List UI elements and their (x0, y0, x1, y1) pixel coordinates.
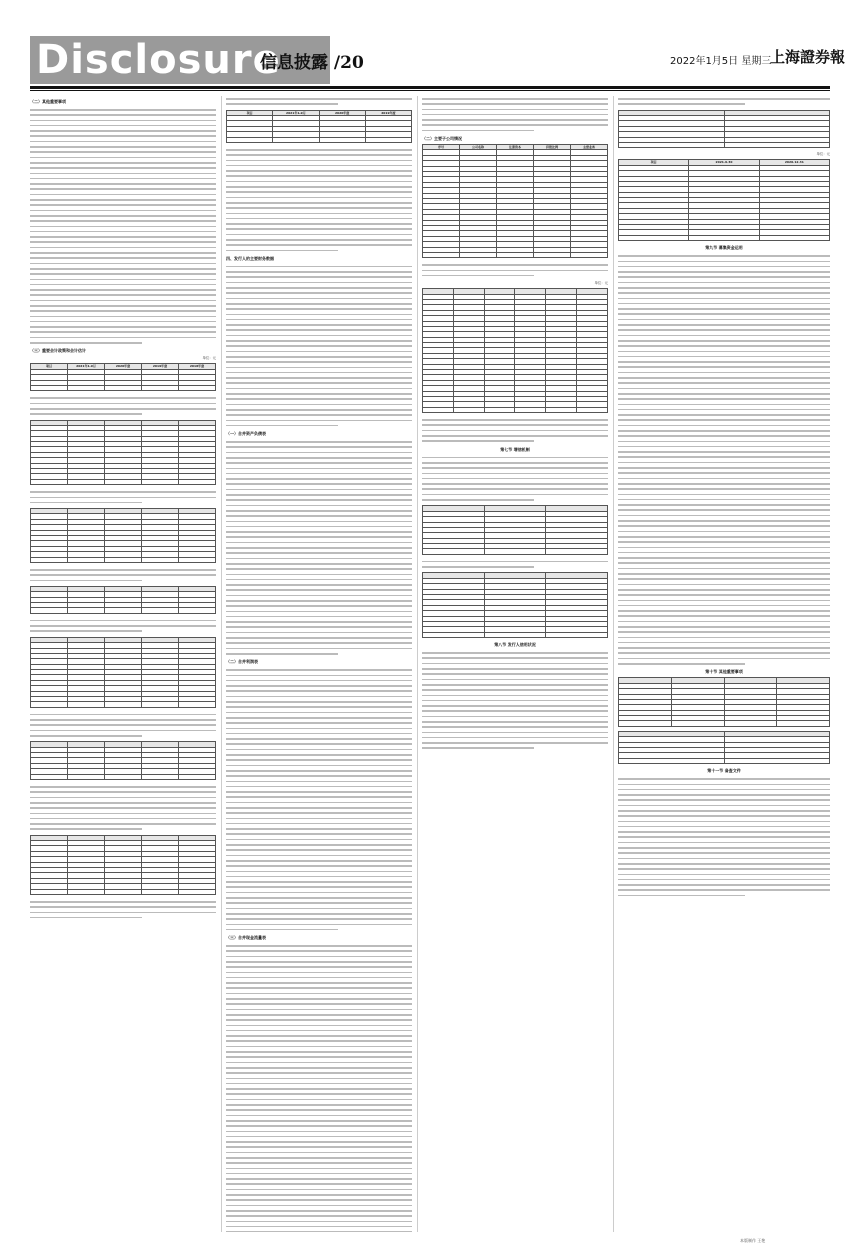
body-text (226, 264, 412, 428)
body-text (30, 784, 216, 832)
section-heading: 第八节 发行人信用状况 (494, 642, 536, 648)
body-text (618, 96, 830, 107)
body-text (30, 107, 216, 345)
table-header-row (619, 160, 830, 165)
section-heading: （三）合并现金流量表 (226, 935, 266, 941)
body-text (30, 899, 216, 920)
table-row (423, 632, 608, 637)
footer-note: 本版制作 王艳 (740, 1238, 766, 1243)
column-divider (417, 96, 418, 1232)
data-table (226, 110, 412, 143)
data-table (422, 288, 608, 413)
data-table (618, 731, 830, 764)
section-heading: 第十一节 备查文件 (707, 768, 741, 774)
table-row (423, 549, 608, 554)
body-text (422, 650, 608, 751)
section-heading: （二）其他重要事项 (30, 99, 66, 104)
table-header-cell: 项目 (227, 110, 273, 115)
table-header-cell: 项目 (619, 160, 689, 165)
table-row (31, 889, 216, 894)
data-table (422, 144, 608, 258)
body-text (226, 439, 412, 656)
column-2 (226, 96, 412, 1232)
table-header-cell: 2020年度 (319, 110, 365, 115)
column-divider (613, 96, 614, 1232)
body-text (30, 567, 216, 583)
unit-label: 单位：元 (816, 152, 830, 157)
data-table (30, 637, 216, 708)
body-text (226, 147, 412, 253)
body-text (30, 618, 216, 634)
table-row (31, 774, 216, 779)
column-3 (422, 96, 608, 1232)
table-row (31, 608, 216, 613)
unit-label: 单位：元 (202, 356, 216, 361)
data-table (618, 677, 830, 727)
body-text (422, 417, 608, 443)
section-title: 信息披露 /20 (260, 53, 364, 73)
table-row (31, 557, 216, 562)
table-row (31, 479, 216, 484)
body-text (618, 253, 830, 666)
column-4 (618, 96, 830, 1232)
section-heading: 四、发行人的主要财务数据 (226, 255, 274, 261)
body-text (30, 395, 216, 416)
body-text (422, 455, 608, 503)
table-header-cell: 2021年1-9月 (273, 110, 319, 115)
table-header-cell: 注册资本 (497, 145, 534, 150)
data-table (618, 159, 830, 241)
unit-label: 单位：元 (594, 281, 608, 286)
header-rule-thin (30, 90, 830, 91)
table-header-cell: 2019年度 (142, 364, 179, 369)
body-text (226, 943, 412, 1232)
data-table (30, 741, 216, 780)
masthead-title: Disclosure (36, 37, 281, 83)
page-header (30, 36, 846, 84)
data-table (30, 586, 216, 614)
column-divider (221, 96, 222, 1232)
table-row (423, 252, 608, 257)
section-heading: 第七节 增信机制 (500, 446, 530, 452)
newspaper-name: 上海證券報 (770, 48, 846, 66)
section-heading: （一）合并资产负债表 (226, 431, 266, 437)
table-header-cell: 2020.12.31 (759, 160, 829, 165)
table-header-cell: 主营业务 (571, 145, 608, 150)
table-row (619, 721, 830, 726)
table-row (227, 137, 412, 142)
issue-date: 2022年1月5日 星期三 (670, 56, 772, 67)
section-heading: （二）主要子公司情况 (422, 136, 462, 142)
data-table (30, 835, 216, 895)
table-header-cell: 项目 (31, 364, 68, 369)
table-row (423, 407, 608, 412)
section-heading: 第九节 募集资金运用 (705, 245, 743, 251)
body-text (226, 667, 412, 932)
section-heading: （二）合并利润表 (226, 659, 258, 665)
body-text (618, 776, 830, 898)
table-header-cell: 持股比例 (534, 145, 571, 150)
data-table (422, 572, 608, 638)
header-rule (30, 86, 830, 89)
body-text (422, 262, 608, 278)
body-text (226, 96, 412, 107)
table-header-cell: 2021.9.30 (689, 160, 759, 165)
table-header-cell: 2021年1-9月 (68, 364, 105, 369)
table-row (619, 235, 830, 240)
section-heading: （三）重要会计政策和会计估计 (30, 348, 86, 354)
body-text (422, 96, 608, 133)
table-header-cell: 序号 (423, 145, 460, 150)
column-1 (30, 96, 216, 1232)
table-row (31, 702, 216, 707)
section-heading: 第十节 其他重要事项 (705, 669, 743, 675)
body-text (422, 559, 608, 570)
data-table (30, 508, 216, 563)
data-table (30, 420, 216, 486)
table-row (31, 385, 216, 390)
table-header-cell: 2020年度 (105, 364, 142, 369)
data-table (422, 505, 608, 555)
data-table (30, 363, 216, 391)
data-table (618, 110, 830, 149)
body-text (30, 489, 216, 505)
table-row (619, 142, 830, 147)
table-row (619, 758, 830, 763)
table-header-cell: 2018年度 (179, 364, 216, 369)
table-header-cell: 2019年度 (365, 110, 411, 115)
table-header-cell: 公司名称 (460, 145, 497, 150)
body-text (30, 712, 216, 738)
